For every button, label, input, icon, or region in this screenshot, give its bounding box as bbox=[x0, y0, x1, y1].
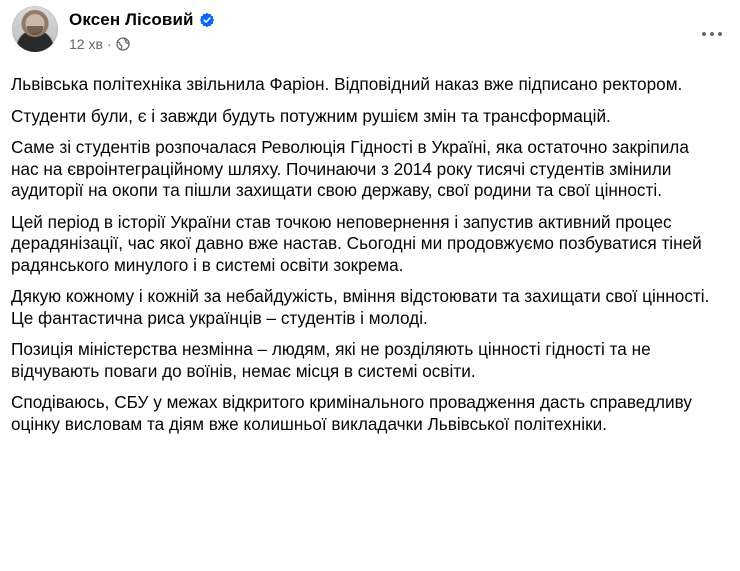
post-subline bbox=[69, 35, 215, 53]
post-text bbox=[11, 74, 716, 445]
post-paragraph: Дякую кожному і кожній за небайдужість, вміння відстоювати та захищати свої цінності. Це фантастична риса українців – студентів і молоді. bbox=[11, 286, 710, 328]
author-row bbox=[69, 10, 215, 30]
author-avatar[interactable] bbox=[12, 6, 58, 52]
more-options-button[interactable] bbox=[694, 20, 730, 48]
post-header bbox=[12, 6, 215, 62]
more-options-icon bbox=[718, 32, 722, 36]
author-name[interactable]: Оксен Лісовий bbox=[69, 10, 194, 29]
globe-icon[interactable] bbox=[116, 37, 130, 51]
post-meta bbox=[69, 10, 215, 53]
post-paragraph: Львівська політехніка звільнила Фаріон. Відповідний наказ вже підписано ректором. bbox=[11, 74, 683, 94]
post-paragraph: Студенти були, є і завжди будуть потужним рушієм змін та трансформацій. bbox=[11, 105, 611, 126]
verified-badge-icon bbox=[199, 12, 215, 28]
more-options-icon bbox=[702, 32, 706, 36]
post-timestamp[interactable]: 12 хв bbox=[69, 36, 103, 52]
post-paragraph: Цей період в історії України став точкою неповернення і запустив активний процес дерадянізації, час якої давно вже настав. Сьогодні ми продовжуємо позбуватися тіней радянського минулого і в системі освіти зокрема. bbox=[11, 211, 702, 275]
post-paragraph: Сподіваюсь, СБУ у межах відкритого кримінального провадження дасть справедливу оцінку висловам та діям вже колишньої викладачки Львівської політехніки. bbox=[11, 392, 692, 434]
post-paragraph: Саме зі студентів розпочалася Революція Гідності в Україні, яка остаточно закріпила нас на євроінтеграційному шляху. Починаючи з 2014 року тисячі студентів змінили аудиторії на окопи та пішли захищати свою державу, свої родини та свої цінності. bbox=[11, 137, 689, 200]
separator-dot: · bbox=[106, 36, 112, 52]
post-paragraph: Позиція міністерства незмінна – людям, які не розділяють цінності гідності та не відчувають поваги до воїнів, немає місця в системі освіти. bbox=[11, 339, 651, 381]
more-options-icon bbox=[710, 32, 714, 36]
